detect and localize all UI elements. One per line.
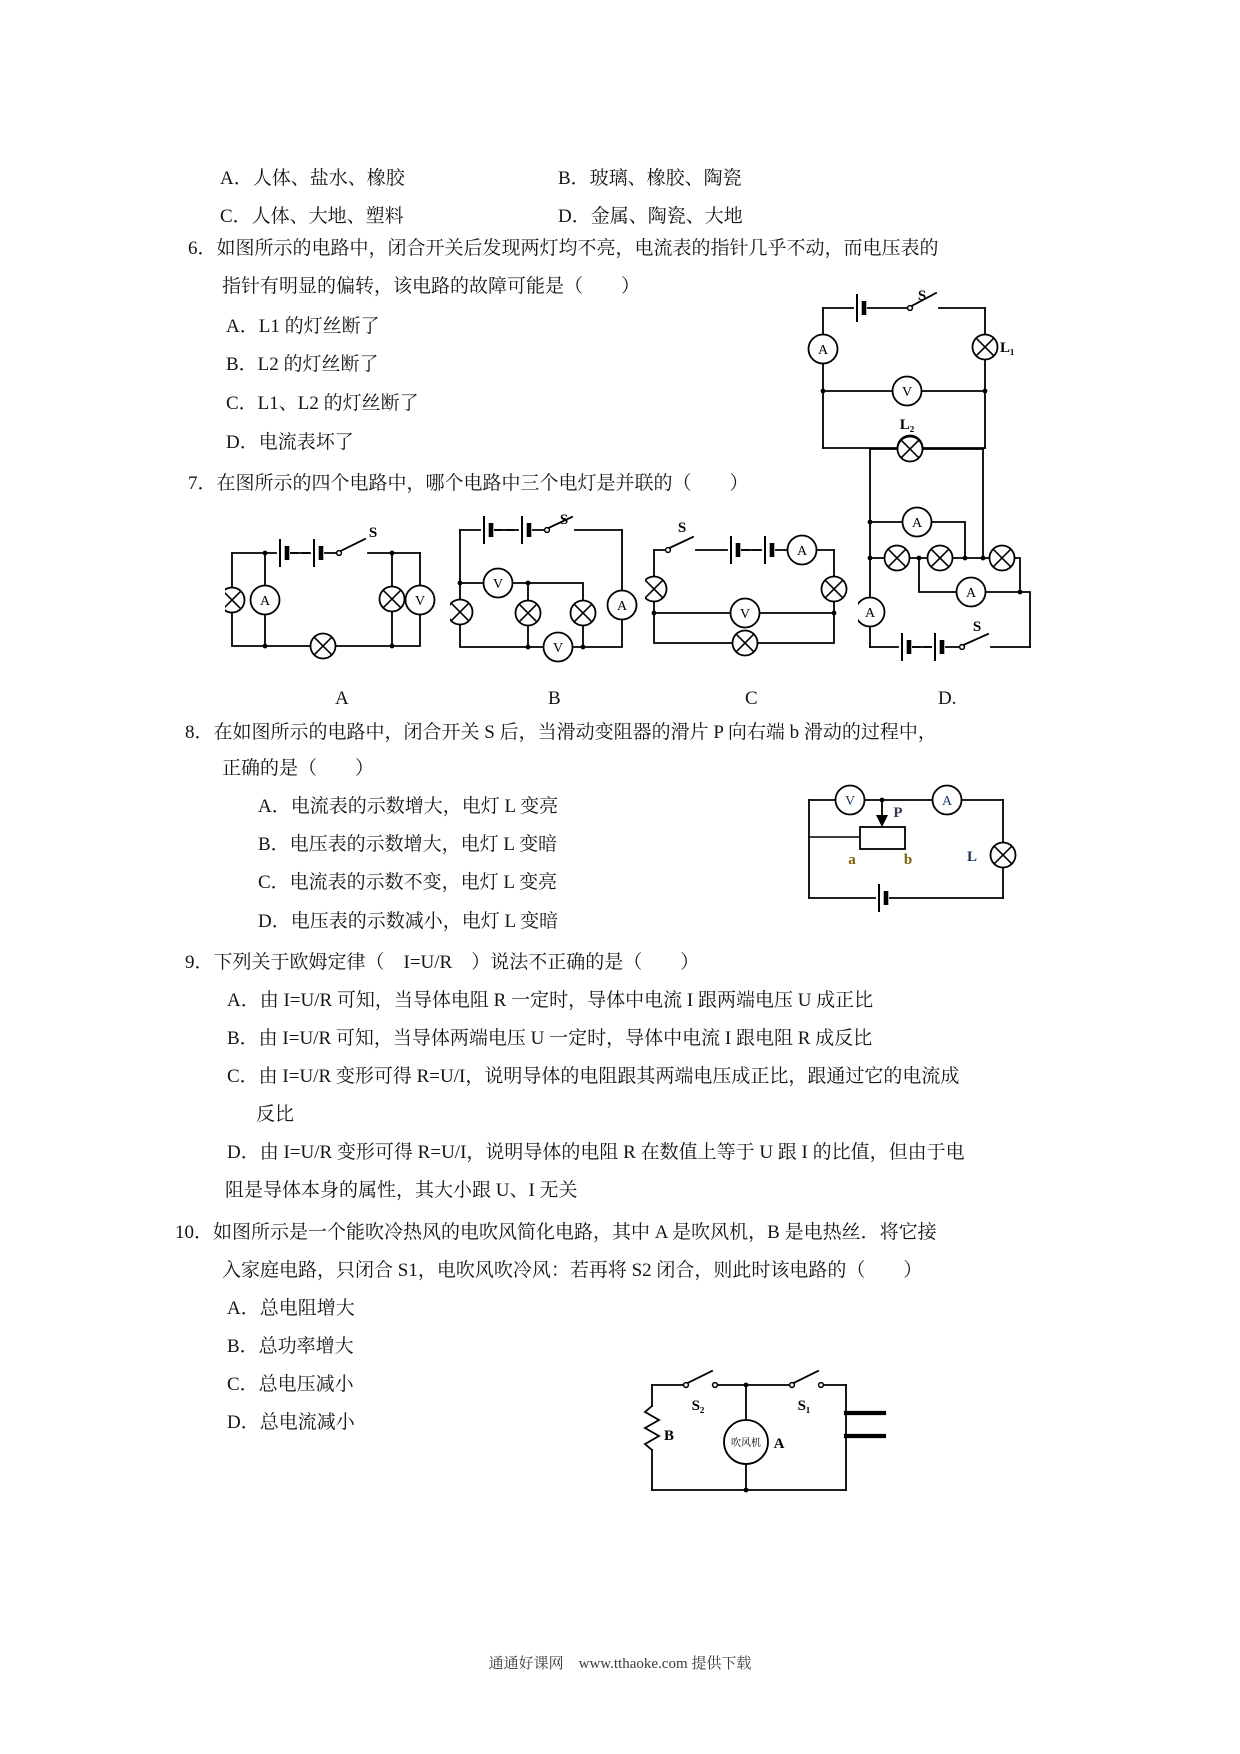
heater-label: B bbox=[663, 1428, 675, 1444]
voltmeter-label: V bbox=[901, 385, 913, 400]
battery-icon bbox=[731, 536, 738, 564]
voltmeter-label: V bbox=[739, 607, 751, 622]
ammeter-label: A bbox=[911, 516, 923, 531]
q10-option-d: D．总电流减小 bbox=[227, 1412, 355, 1433]
q5-option-d: D．金属、陶瓷、大地 bbox=[558, 206, 743, 227]
switch-blade bbox=[965, 634, 989, 645]
junction-dot bbox=[526, 581, 531, 586]
q10-option-a: A．总电阻增大 bbox=[227, 1298, 355, 1319]
q7-caption-b: B bbox=[548, 688, 561, 709]
q7-circuit-a bbox=[225, 512, 440, 662]
battery-icon bbox=[314, 539, 321, 567]
ammeter-label: A bbox=[817, 343, 829, 358]
junction-dot bbox=[390, 551, 395, 556]
junction-dot bbox=[963, 556, 968, 561]
slider-label: P bbox=[893, 805, 903, 821]
lamp-icon bbox=[991, 843, 1016, 868]
voltmeter-label: V bbox=[552, 641, 564, 656]
lamp-icon bbox=[380, 587, 405, 612]
lamp-icon bbox=[733, 631, 758, 656]
q8-circuit-diagram bbox=[788, 783, 1023, 918]
q6-option-c: C．L1、L2 的灯丝断了 bbox=[226, 393, 419, 414]
q7-line1: 7．在图所示的四个电路中，哪个电路中三个电灯是并联的（ ） bbox=[188, 473, 749, 494]
q6-option-d: D．电流表坏了 bbox=[226, 432, 354, 453]
q10-option-b: B．总功率增大 bbox=[227, 1336, 354, 1357]
q9-option-c-line1: C．由 I=U/R 变形可得 R=U/I，说明导体的电阻跟其两端电压成正比，跟通过它的电流成 bbox=[227, 1066, 960, 1087]
voltmeter-label: V bbox=[844, 794, 856, 809]
junction-dot bbox=[526, 645, 531, 650]
junction-dot bbox=[263, 644, 268, 649]
footer-text: 通通好课网 www.tthaoke.com 提供下载 bbox=[488, 1656, 752, 1672]
resistor-icon bbox=[645, 1406, 659, 1450]
q8-option-d: D．电压表的示数减小，电灯 L 变暗 bbox=[258, 911, 559, 932]
junction-dot bbox=[652, 611, 657, 616]
battery-icon bbox=[902, 633, 909, 661]
junction-dot bbox=[390, 644, 395, 649]
lamp-icon bbox=[973, 335, 998, 360]
switch-blade bbox=[671, 537, 694, 548]
switch-s1-label: S₁ bbox=[797, 1398, 811, 1414]
switch-label: S bbox=[677, 520, 687, 536]
q5-option-c: C．人体、大地、塑料 bbox=[220, 206, 404, 227]
switch-s2-icon bbox=[684, 1383, 689, 1388]
junction-dot bbox=[821, 389, 826, 394]
switch-s1-icon bbox=[790, 1383, 795, 1388]
lamp-icon bbox=[885, 546, 910, 571]
battery-icon bbox=[765, 536, 772, 564]
switch-icon bbox=[545, 528, 550, 533]
q7-caption-a: A bbox=[335, 688, 349, 709]
q9-option-d-line1: D．由 I=U/R 变形可得 R=U/I，说明导体的电阻 R 在数值上等于 U 跟 I 的比值，但由于电 bbox=[227, 1142, 965, 1163]
switch-label: S bbox=[368, 525, 378, 541]
junction-dot bbox=[581, 645, 586, 650]
battery-icon bbox=[935, 633, 942, 661]
ammeter-label: A bbox=[941, 794, 953, 809]
lamp-icon bbox=[225, 588, 245, 613]
switch-label: S bbox=[559, 513, 569, 528]
q6-line1: 6．如图所示的电路中，闭合开关后发现两灯均不亮，电流表的指针几乎不动，而电压表的 bbox=[188, 238, 939, 259]
switch-s2-contact bbox=[713, 1383, 718, 1388]
ammeter-label: A bbox=[864, 606, 876, 621]
lamp-icon bbox=[311, 634, 336, 659]
q8-option-b: B．电压表的示数增大，电灯 L 变暗 bbox=[258, 834, 558, 855]
q6-option-b: B．L2 的灯丝断了 bbox=[226, 354, 379, 375]
junction-dot bbox=[458, 581, 463, 586]
battery-icon bbox=[484, 516, 491, 544]
q10-line2: 入家庭电路，只闭合 S1，电吹风吹冷风：若再将 S2 闭合，则此时该电路的（ ） bbox=[222, 1260, 923, 1281]
lamp-icon bbox=[450, 600, 473, 625]
slider-arrow-icon bbox=[876, 815, 888, 827]
q8-line2: 正确的是（ ） bbox=[222, 758, 375, 779]
q6-line2: 指针有明显的偏转，该电路的故障可能是（ ） bbox=[222, 276, 641, 297]
q5-option-a: A．人体、盐水、橡胶 bbox=[220, 168, 405, 189]
lamp-icon bbox=[571, 601, 596, 626]
switch-blade bbox=[342, 539, 366, 551]
fan-text: 吹风机 bbox=[731, 1438, 761, 1449]
q7-circuit-c bbox=[645, 513, 850, 663]
battery-icon bbox=[879, 884, 886, 912]
junction-dot bbox=[1018, 590, 1023, 595]
junction-dot bbox=[744, 1488, 749, 1493]
lamp-icon bbox=[898, 437, 923, 462]
terminal-a-label: a bbox=[848, 852, 856, 868]
lamp1-label: L₁ bbox=[1000, 340, 1015, 356]
battery-icon bbox=[857, 294, 864, 322]
switch-blade bbox=[689, 1371, 713, 1383]
terminal-b-label: b bbox=[903, 852, 913, 868]
ammeter-label: A bbox=[616, 599, 628, 614]
fan-label: A bbox=[773, 1436, 785, 1452]
ammeter-label: A bbox=[259, 594, 271, 609]
q9-option-b: B．由 I=U/R 可知，当导体两端电压 U 一定时，导体中电流 I 跟电阻 R 成反比 bbox=[227, 1028, 873, 1049]
lamp2-label: L₂ bbox=[899, 417, 915, 433]
q9-line1: 9．下列关于欧姆定律（ I=U/R ）说法不正确的是（ ） bbox=[185, 952, 700, 973]
lamp-icon bbox=[990, 546, 1015, 571]
q9-option-d-line2: 阻是导体本身的属性，其大小跟 U、I 无关 bbox=[225, 1180, 578, 1201]
switch-s1-contact bbox=[819, 1383, 824, 1388]
voltmeter-label: V bbox=[492, 577, 504, 592]
q8-option-c: C．电流表的示数不变，电灯 L 变亮 bbox=[258, 872, 558, 893]
junction-dot bbox=[263, 551, 268, 556]
junction-dot bbox=[868, 520, 873, 525]
lamp-icon bbox=[822, 577, 847, 602]
q9-option-a: A．由 I=U/R 可知，当导体电阻 R 一定时，导体中电流 I 跟两端电压 U 成正比 bbox=[227, 990, 874, 1011]
q9-option-c-line2: 反比 bbox=[256, 1104, 295, 1125]
switch-label: S bbox=[972, 619, 982, 635]
q10-option-c: C．总电压减小 bbox=[227, 1374, 354, 1395]
switch-s2-label: S₂ bbox=[691, 1398, 705, 1414]
switch-icon bbox=[666, 548, 671, 553]
q7-circuit-b bbox=[450, 513, 640, 665]
rheostat-icon bbox=[860, 827, 905, 849]
lamp-icon bbox=[928, 546, 953, 571]
battery-icon bbox=[522, 516, 529, 544]
q6-option-a: A．L1 的灯丝断了 bbox=[226, 316, 380, 337]
q8-option-a: A．电流表的示数增大，电灯 L 变亮 bbox=[258, 796, 559, 817]
ammeter-label: A bbox=[965, 586, 977, 601]
q5-option-b: B．玻璃、橡胶、陶瓷 bbox=[558, 168, 742, 189]
q7-caption-d: D. bbox=[938, 688, 957, 709]
q10-line1: 10．如图所示是一个能吹冷热风的电吹风简化电路，其中 A 是吹风机，B 是电热丝．将它接 bbox=[175, 1222, 937, 1243]
switch-icon bbox=[960, 645, 965, 650]
q10-circuit-diagram bbox=[638, 1358, 898, 1518]
switch-blade bbox=[795, 1371, 819, 1383]
q7-circuit-d bbox=[858, 432, 1048, 667]
q8-line1: 8．在如图所示的电路中，闭合开关 S 后，当滑动变阻器的滑片 P 向右端 b 滑动的过程中， bbox=[185, 722, 937, 743]
lamp-icon bbox=[516, 601, 541, 626]
switch-icon bbox=[337, 551, 342, 556]
switch-icon bbox=[908, 306, 913, 311]
junction-dot bbox=[983, 389, 988, 394]
junction-dot bbox=[832, 611, 837, 616]
junction-dot bbox=[868, 556, 873, 561]
lamp-icon bbox=[645, 577, 667, 602]
junction-dot bbox=[917, 556, 922, 561]
lamp-label: L bbox=[966, 849, 978, 865]
battery-icon bbox=[280, 539, 287, 567]
voltmeter-label: V bbox=[414, 594, 426, 609]
junction-dot bbox=[981, 556, 986, 561]
switch-label: S bbox=[917, 288, 927, 304]
wire bbox=[870, 449, 983, 647]
q7-caption-c: C bbox=[745, 688, 758, 709]
ammeter-label: A bbox=[796, 544, 808, 559]
